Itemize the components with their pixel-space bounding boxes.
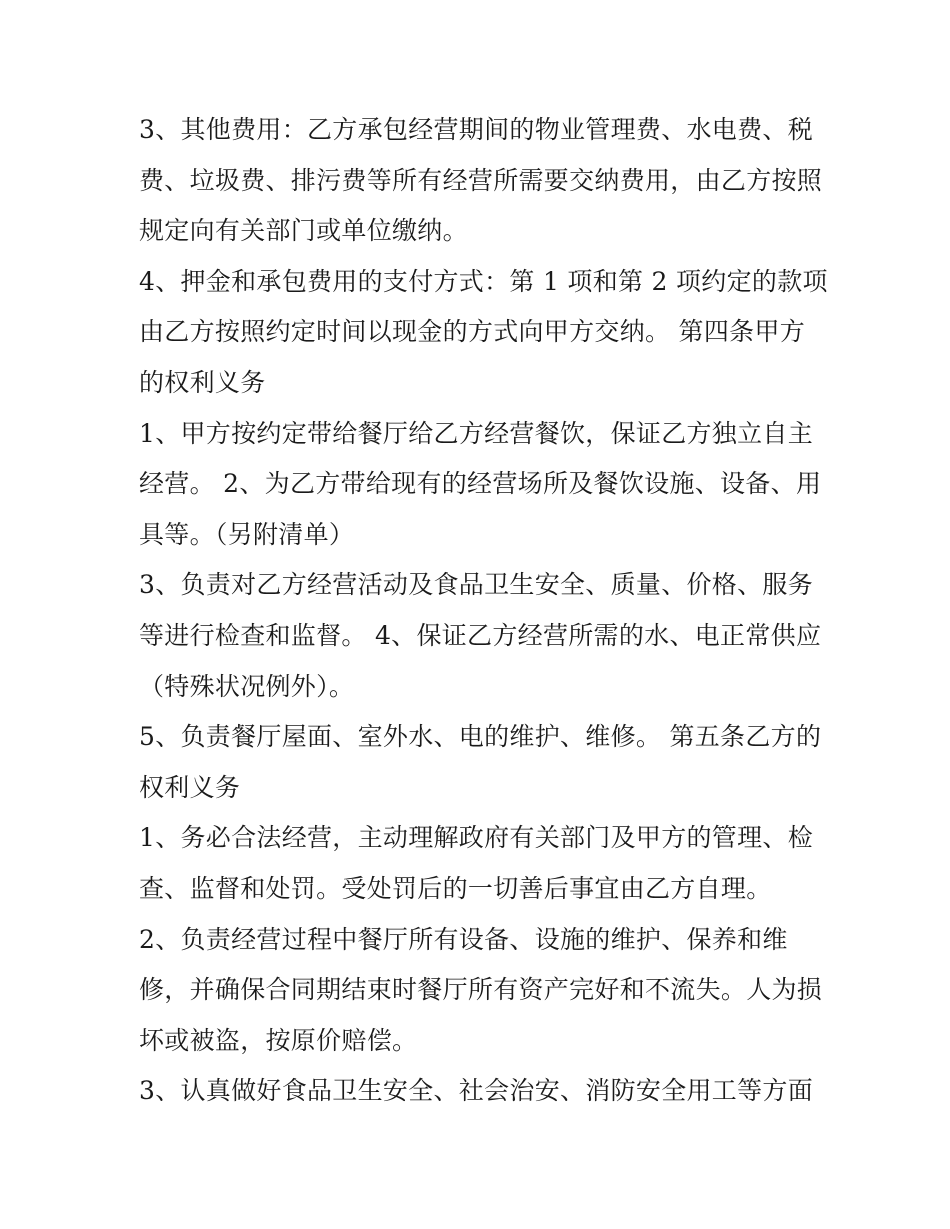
text-line: （特殊状况例外）。 — [139, 671, 355, 701]
text-line: 查、监督和处罚。受处罚后的一切善后事宜由乙方自理。 — [139, 873, 772, 903]
text-line: 1、务必合法经营，主动理解政府有关部门及甲方的管理、检 — [139, 823, 814, 853]
text-line: 3、其他费用：乙方承包经营期间的物业管理费、水电费、税 — [139, 115, 814, 144]
text-line: 修，并确保合同期结束时餐厅所有资产完好和不流失。人为损 — [139, 975, 823, 1005]
text-line: 1、甲方按约定带给餐厅给乙方经营餐饮，保证乙方独立自主 — [139, 418, 814, 448]
text-line: 的权利义务 — [139, 367, 266, 397]
text-line: 3、认真做好食品卫生安全、社会治安、消防安全用工等方面 — [139, 1076, 814, 1106]
text-line: 坏或被盗，按原价赔偿。 — [139, 1025, 418, 1055]
text-line: 3、负责对乙方经营活动及食品卫生安全、质量、价格、服务 — [139, 570, 814, 600]
text-line: 等进行检查和监督。 4、保证乙方经营所需的水、电正常供应 — [139, 620, 822, 650]
text-line: 具等。（另附清单） — [139, 519, 355, 549]
document-body — [139, 105, 828, 1117]
text-line: 费、垃圾费、排污费等所有经营所需要交纳费用，由乙方按照 — [139, 165, 823, 195]
text-line: 经营。 2、为乙方带给现有的经营场所及餐饮设施、设备、用 — [139, 469, 822, 499]
text-line: 2、负责经营过程中餐厅所有设备、设施的维护、保养和维 — [139, 924, 788, 954]
text-line: 5、负责餐厅屋面、室外水、电的维护、维修。 第五条乙方的 — [139, 722, 822, 752]
text-line: 4、押金和承包费用的支付方式：第 1 项和第 2 项约定的款项 — [139, 266, 828, 296]
text-line: 规定向有关部门或单位缴纳。 — [139, 216, 468, 246]
text-line: 权利义务 — [139, 772, 241, 802]
text-line: 由乙方按照约定时间以现金的方式向甲方交纳。 第四条甲方 — [139, 317, 806, 347]
